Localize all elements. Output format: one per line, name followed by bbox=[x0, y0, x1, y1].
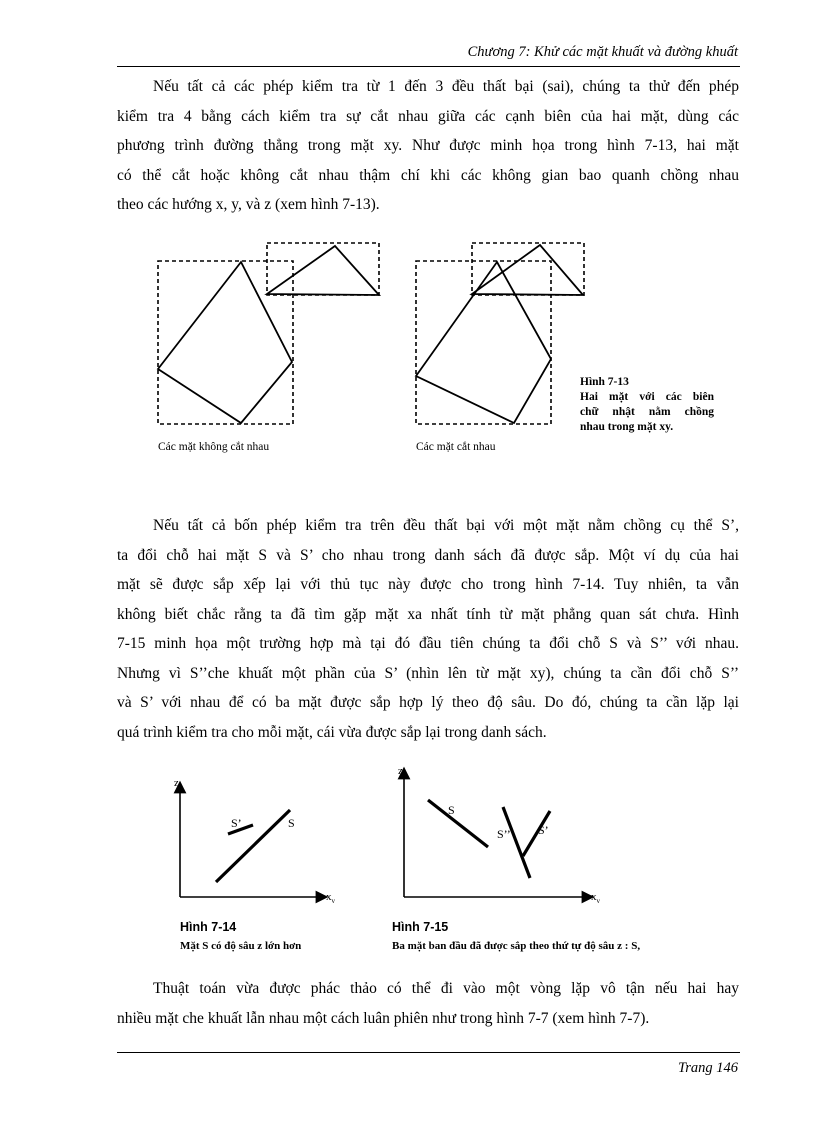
figure-7-14-subtitle: Mặt S có độ sâu z lớn hơn bbox=[180, 940, 302, 952]
caption-non-intersecting: Các mặt không cắt nhau bbox=[158, 441, 270, 453]
label-s-prime: S’ bbox=[538, 823, 549, 837]
paragraph-line: ta đổi chỗ hai mặt S và S’ cho nhau trong danh sách đã được sắp. Một ví dụ của hai bbox=[117, 546, 739, 564]
figure-7-15-subtitle: Ba mặt ban đầu đã được sắp theo thứ tự độ sâu z : S, bbox=[392, 940, 641, 952]
paragraph-line: Nhưng vì S’’che khuất một phần của S’ (nhìn lên từ mặt xy), chúng ta cần đổi chỗ S’’ bbox=[117, 664, 739, 682]
axis-label-x: $x_v$ bbox=[326, 891, 335, 905]
label-s: S bbox=[288, 816, 295, 830]
paragraph-line: Nếu tất cả các phép kiểm tra từ 1 đến 3 đều thất bại (sai), chúng ta thử đến phép bbox=[153, 78, 739, 95]
label-s-prime: S’ bbox=[231, 816, 242, 830]
figure-description-line: nhau trong mặt xy. bbox=[580, 421, 674, 433]
surface-s bbox=[216, 810, 290, 882]
footer-rule bbox=[117, 1052, 740, 1053]
paragraph-line: có thể cắt hoặc không cắt nhau thậm chí khi các không gian bao quanh chồng nhau bbox=[117, 166, 739, 184]
figure-description-line: chữ nhật nằm chồng bbox=[580, 406, 714, 418]
paragraph-line: theo các hướng x, y, và z (xem hình 7-13). bbox=[117, 196, 380, 213]
label-s-double-prime: S’’ bbox=[497, 827, 511, 841]
figure-7-14-title: Hình 7-14 bbox=[180, 920, 237, 934]
surface-s bbox=[428, 800, 488, 847]
paragraph-line: và S’ với nhau để có ba mặt được sắp hợp lý theo độ sâu. Do đó, chúng ta cần lặp lại bbox=[117, 694, 739, 711]
paragraph-line: 7-15 minh họa một trường hợp mà tại đó đầu tiên chúng ta đổi chỗ S và S’’ với nhau. bbox=[117, 635, 739, 652]
paragraph-line: nhiều mặt che khuất lẫn nhau một cách luân phiên như trong hình 7-7 (xem hình 7-7). bbox=[117, 1009, 650, 1027]
paragraph-line: mặt sẽ được sắp xếp lại với thủ tục này được cho trong hình 7-14. Tuy nhiên, ta vẫn bbox=[117, 576, 739, 593]
figure-description-line: Hai mặt với các biên bbox=[580, 391, 714, 403]
paragraph-line: phương trình đường thẳng trong mặt xy. Như được minh họa trong hình 7-13, hai mặt bbox=[117, 137, 739, 154]
figure-title: Hình 7-13 bbox=[580, 376, 629, 388]
axis-label-z: $z_v$ bbox=[398, 765, 407, 779]
paragraph-line: Nếu tất cả bốn phép kiểm tra trên đều thất bại với một mặt nằm chồng cụ thể S’, bbox=[153, 517, 739, 534]
paragraph-line: quá trình kiểm tra cho mỗi mặt, cái vừa được sắp lại trong danh sách. bbox=[117, 723, 547, 741]
paragraph-line: kiểm tra 4 bằng cách kiểm tra sự cắt nhau giữa các cạnh biên của hai mặt, dùng các bbox=[117, 107, 739, 125]
label-s: S bbox=[448, 803, 455, 817]
page-number: Trang 146 bbox=[677, 1060, 738, 1076]
caption-intersecting: Các mặt cắt nhau bbox=[416, 441, 496, 453]
figure-7-15-title: Hình 7-15 bbox=[392, 920, 449, 934]
axis-label-x: $x_v$ bbox=[591, 891, 600, 905]
paragraph-line: không biết chắc rằng ta đã tìm gặp mặt xa nhất tính từ mặt phẳng quan sát chưa. Hình bbox=[117, 605, 739, 623]
paragraph-line: Thuật toán vừa được phác thảo có thể đi vào một vòng lặp vô tận nếu hai hay bbox=[153, 980, 739, 997]
paragraph-3 bbox=[117, 974, 739, 1033]
chapter-header: Chương 7: Khử các mặt khuất và đường khuất bbox=[467, 44, 738, 60]
surface-s-double-prime bbox=[503, 807, 530, 878]
axis-label-z: $z_v$ bbox=[174, 777, 183, 791]
